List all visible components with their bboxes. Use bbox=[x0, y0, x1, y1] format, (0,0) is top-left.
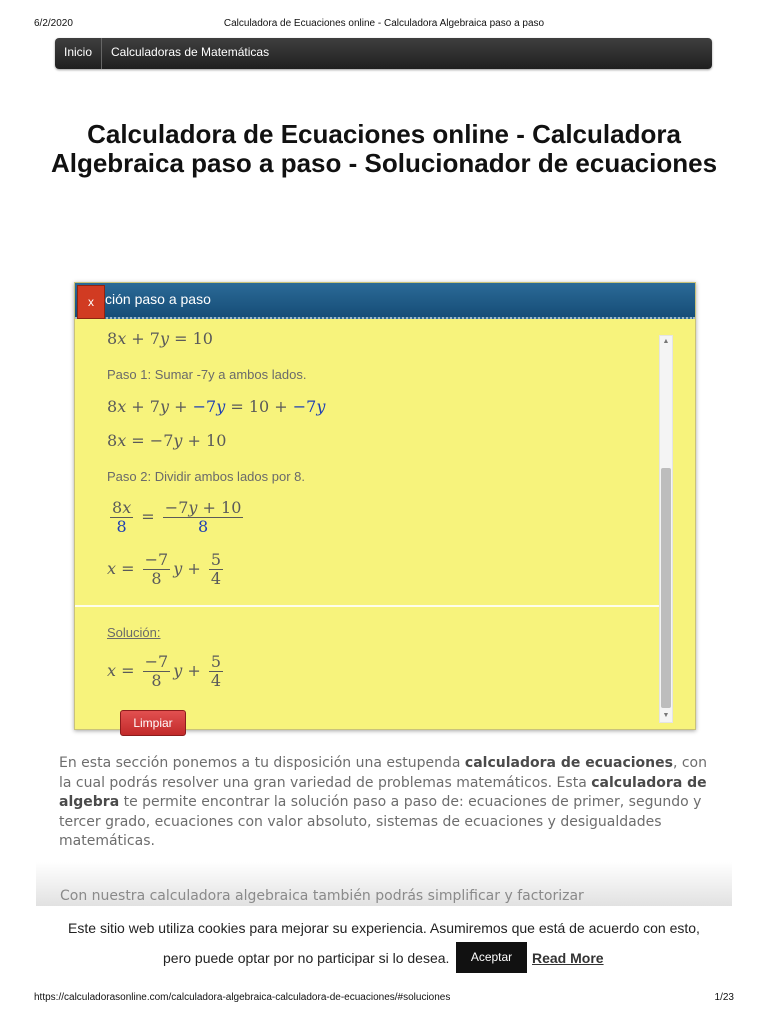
panel-header bbox=[75, 283, 695, 319]
equation-original: 8x + 7y = 10 bbox=[107, 329, 213, 348]
read-more-link[interactable]: Read More bbox=[532, 950, 604, 966]
print-header bbox=[0, 10, 768, 29]
faded-text: Con nuestra calculadora algebraica también podrás simplificar y factorizar bbox=[60, 888, 584, 904]
clear-button[interactable]: Limpiar bbox=[120, 710, 186, 736]
page-title: Calculadora de Ecuaciones online - Calculadora Algebraica paso a paso - Solucionador de ecuaciones bbox=[50, 119, 718, 178]
equation-solution: x = $\frac{-7}{8}$ y + $\frac{5}{4}$ bbox=[107, 652, 222, 690]
top-navbar bbox=[55, 38, 712, 69]
intro-bold-1: calculadora de ecuaciones bbox=[464, 755, 673, 771]
scroll-up-arrow-icon[interactable]: ▲ bbox=[662, 338, 670, 345]
print-page-number: 1/23 bbox=[714, 992, 734, 1003]
accept-cookies-button[interactable]: Aceptar bbox=[456, 942, 527, 973]
equation-step2: $\frac{8x}{8}$ = $\frac{-7y + 10}{8}$ bbox=[112, 498, 242, 536]
print-date: 6/2/2020 bbox=[34, 18, 73, 29]
cookie-message-line1: Este sitio web utiliza cookies para mejorar su experiencia. Asumiremos que está de acuerdo con esto, bbox=[68, 920, 700, 936]
calculator-solution-panel bbox=[74, 282, 696, 730]
intro-paragraph bbox=[59, 754, 709, 852]
equation-step1-simplified: 8x = −7y + 10 bbox=[107, 431, 227, 450]
step2-note: Paso 2: Dividir ambos lados por 8. bbox=[107, 469, 305, 484]
nav-item-inicio[interactable]: Inicio bbox=[55, 38, 102, 69]
step1-note: Paso 1: Sumar -7y a ambos lados. bbox=[107, 367, 307, 382]
solution-steps bbox=[107, 323, 657, 723]
panel-title: ción paso a paso bbox=[105, 291, 211, 307]
intro-text-3: te permite encontrar la solución paso a paso de: ecuaciones de primer, segundo y tercer grado, ecuaciones con valor absoluto, sistemas de ecuaciones y desigualdades matemáticas. bbox=[59, 794, 702, 849]
cookie-consent-bar bbox=[36, 906, 732, 978]
close-button[interactable]: x bbox=[77, 285, 105, 319]
equation-step1: 8x + 7y + −7y = 10 + −7y bbox=[107, 397, 326, 416]
nav-item-calculadoras[interactable]: Calculadoras de Matemáticas bbox=[111, 45, 270, 59]
equation-step2-result: x = $\frac{-7}{8}$ y + $\frac{5}{4}$ bbox=[107, 550, 222, 588]
print-url: https://calculadorasonline.com/calculadora-algebraica-calculadora-de-ecuaciones/#soluciones bbox=[34, 992, 451, 1003]
intro-text-2: , con la cual podrás resolver una gran variedad de problemas matemáticos. Esta bbox=[59, 755, 707, 791]
print-doc-title: Calculadora de Ecuaciones online - Calculadora Algebraica paso a paso bbox=[223, 18, 545, 29]
intro-bold-2: calculadora de algebra bbox=[59, 774, 707, 810]
steps-scrollbar[interactable] bbox=[659, 335, 673, 723]
solution-label: Solución: bbox=[107, 625, 161, 640]
intro-text-1: En esta sección ponemos a tu disposición una estupenda bbox=[59, 755, 465, 771]
steps-divider bbox=[75, 605, 659, 607]
scroll-down-arrow-icon[interactable]: ▼ bbox=[662, 712, 670, 719]
scroll-thumb[interactable] bbox=[661, 468, 671, 708]
cookie-message-line2: pero puede optar por no participar si lo desea. bbox=[163, 950, 450, 966]
